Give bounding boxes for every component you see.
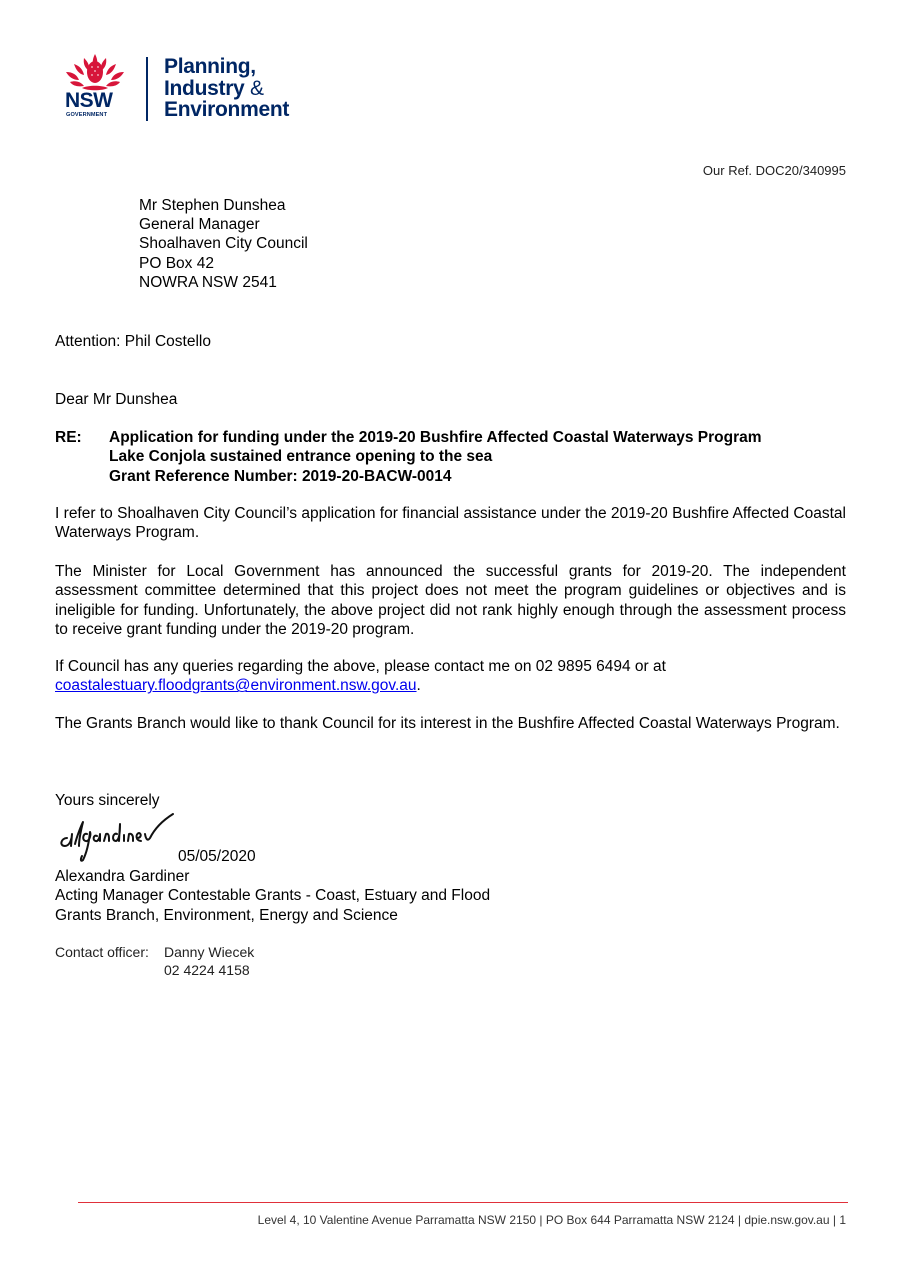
contact-name: Danny Wiecek (164, 944, 255, 960)
salutation: Dear Mr Dunshea (55, 391, 178, 408)
subject-line: Grant Reference Number: 2019-20-BACW-0014 (109, 467, 452, 485)
footer-divider (78, 1202, 848, 1203)
subject-label: RE: (55, 429, 82, 446)
body-paragraph-1: I refer to Shoalhaven City Council’s application for financial assistance under the 2019-20 Bushfire Affected Coastal Waterways Program. (55, 505, 846, 542)
closing: Yours sincerely (55, 792, 160, 809)
department-name (164, 56, 289, 121)
address-line: PO Box 42 (139, 254, 214, 272)
address-line: General Manager (139, 216, 260, 234)
dept-line-2: Industry & (164, 76, 264, 100)
signer-title: Acting Manager Contestable Grants - Coast, Estuary and Flood (55, 887, 491, 905)
footer-address: Level 4, 10 Valentine Avenue Parramatta NSW 2150 | PO Box 644 Parramatta NSW 2124 | dpie.nsw.gov.au | 1 (257, 1213, 846, 1227)
handwritten-signature (57, 808, 182, 863)
body-paragraph-2: The Minister for Local Government has announced the successful grants for 2019-20. The independent assessment committee determined that this project does not meet the program guidelines or objectives and is ineligible for funding. Unfortunately, the above project did not rank highly enough through the assessment process to receive grant funding under the 2019-20 program. (55, 563, 846, 639)
body-paragraph-3 (55, 657, 846, 696)
nsw-wordmark: NSW (65, 89, 113, 112)
our-reference: Our Ref. DOC20/340995 (702, 163, 846, 178)
signer-block (55, 867, 490, 925)
contact-phone: 02 4224 4158 (164, 962, 250, 978)
email-link[interactable]: coastalestuary.floodgrants@environment.nsw.gov.au (55, 677, 417, 695)
address-line: Mr Stephen Dunshea (139, 197, 286, 214)
attention-line: Attention: Phil Costello (55, 333, 211, 350)
signer-branch: Grants Branch, Environment, Energy and Science (55, 906, 398, 924)
signer-name: Alexandra Gardiner (55, 868, 190, 885)
subject-line: Lake Conjola sustained entrance opening to the sea (109, 448, 493, 466)
body-paragraph-4: The Grants Branch would like to thank Council for its interest in the Bushfire Affected Coastal Waterways Program. (55, 715, 840, 732)
government-wordmark: GOVERNMENT (66, 112, 108, 118)
waratah-logo-icon (62, 50, 128, 122)
signature-date: 05/05/2020 (178, 848, 256, 865)
subject-lines (109, 428, 762, 486)
contact-label: Contact officer: (55, 944, 149, 960)
contact-details (164, 943, 254, 979)
address-line: NOWRA NSW 2541 (139, 273, 277, 291)
subject-line: Application for funding under the 2019-20 Bushfire Affected Coastal Waterways Program (109, 429, 762, 446)
recipient-address (139, 196, 308, 292)
dept-line-3: Environment (164, 98, 290, 121)
dept-line-1: Planning, (164, 55, 256, 78)
contact-sentence: If Council has any queries regarding the above, please contact me on 02 9895 6494 or at (55, 658, 666, 675)
logo-divider (146, 57, 148, 121)
address-line: Shoalhaven City Council (139, 235, 308, 253)
period: . (416, 677, 421, 695)
nsw-government-logo (62, 50, 128, 122)
